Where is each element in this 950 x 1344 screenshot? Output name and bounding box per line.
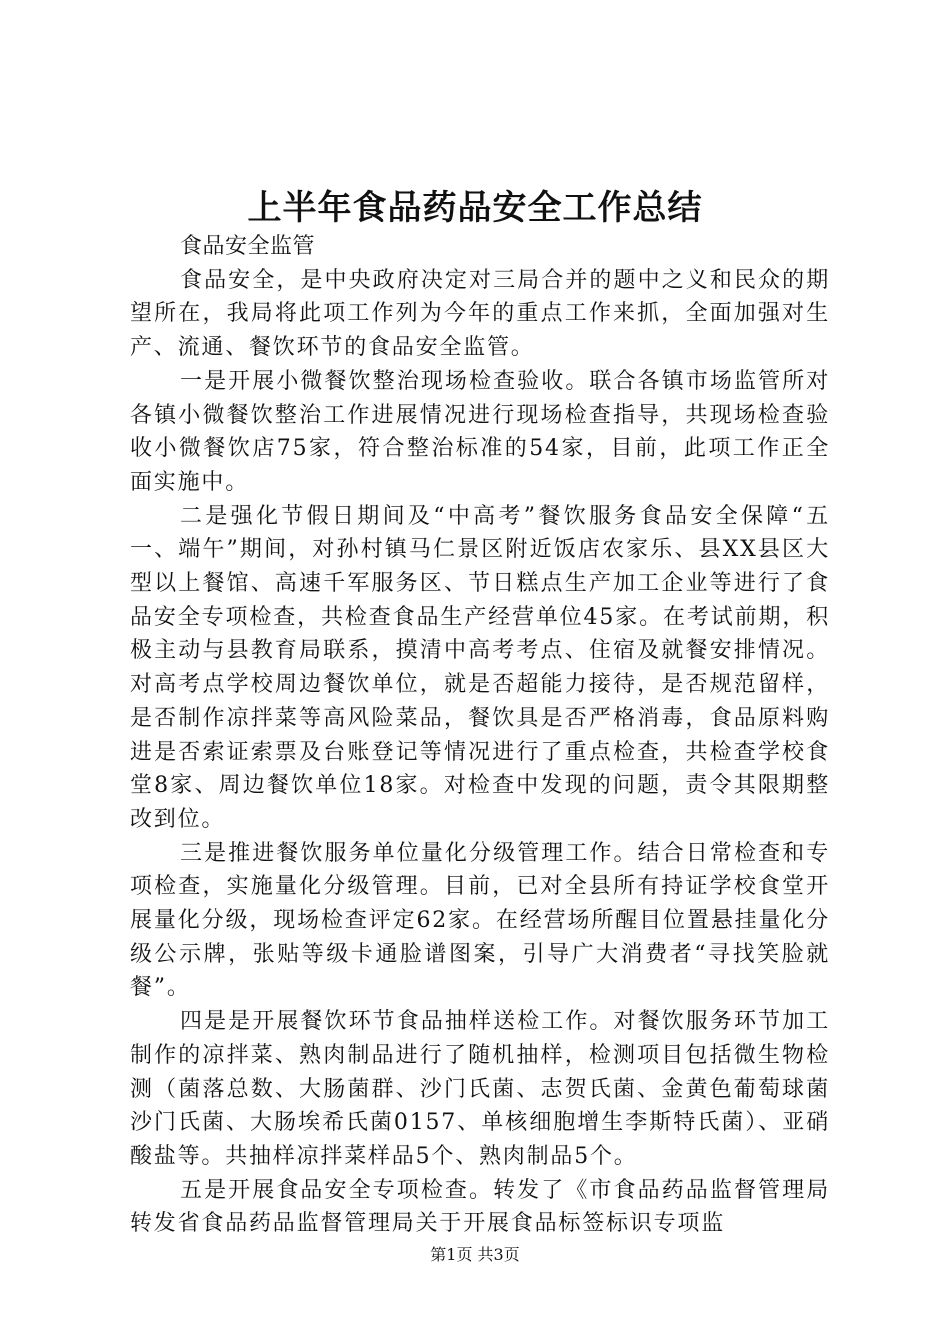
paragraph-item-5: 五是开展食品安全专项检查。转发了《市食品药品监督管理局转发省食品药品监督管理局关于开展食品标签标识专项监	[130, 1177, 830, 1237]
paragraph-item-4: 四是是开展餐饮环节食品抽样送检工作。对餐饮服务环节加工制作的凉拌菜、熟肉制品进行了随机抽样，检测项目包括微生物检测（菌落总数、大肠菌群、沙门氏菌、志贺氏菌、金黄色葡萄球菌沙门氏菌、大肠埃希氏菌0157、单核细胞增生李斯特氏菌）、亚硝酸盐等。共抽样凉拌菜样品5个、熟肉制品5个。	[130, 1009, 830, 1169]
paragraph-item-2: 二是强化节假日期间及“中高考”餐饮服务食品安全保障“五一、端午”期间，对孙村镇马仁景区附近饭店农家乐、县XX县区大型以上餐馆、高速千军服务区、节日糕点生产加工企业等进行了食品安全专项检查，共检查食品生产经营单位45家。在考试前期，积极主动与县教育局联系，摸清中高考考点、住宿及就餐安排情况。对高考点学校周边餐饮单位，就是否超能力接待，是否规范留样，是否制作凉拌菜等高风险菜品，餐饮具是否严格消毒，食品原料购进是否索证索票及台账登记等情况进行了重点检查，共检查学校食堂8家、周边餐饮单位18家。对检查中发现的问题，责令其限期整改到位。	[130, 503, 830, 832]
document-title: 上半年食品药品安全工作总结	[247, 188, 703, 228]
paragraph-intro: 食品安全，是中央政府决定对三局合并的题中之义和民众的期望所在，我局将此项工作列为今年的重点工作来抓，全面加强对生产、流通、餐饮环节的食品安全监管。	[130, 267, 830, 361]
section-heading: 食品安全监管	[180, 234, 316, 259]
paragraph-item-3: 三是推进餐饮服务单位量化分级管理工作。结合日常检查和专项检查，实施量化分级管理。目前，已对全县所有持证学校食堂开展量化分级，现场检查评定62家。在经营场所醒目位置悬挂量化分级公示牌，张贴等级卡通脸谱图案，引导广大消费者“寻找笑脸就餐”。	[130, 840, 830, 1001]
document-body	[130, 230, 830, 1241]
page-footer: 第1页 共3页	[430, 1245, 520, 1264]
paragraph-item-1: 一是开展小微餐饮整治现场检查验收。联合各镇市场监管所对各镇小微餐饮整治工作进展情况进行现场检查指导，共现场检查验收小微餐饮店75家，符合整治标准的54家，目前，此项工作正全面实施中。	[130, 368, 830, 495]
